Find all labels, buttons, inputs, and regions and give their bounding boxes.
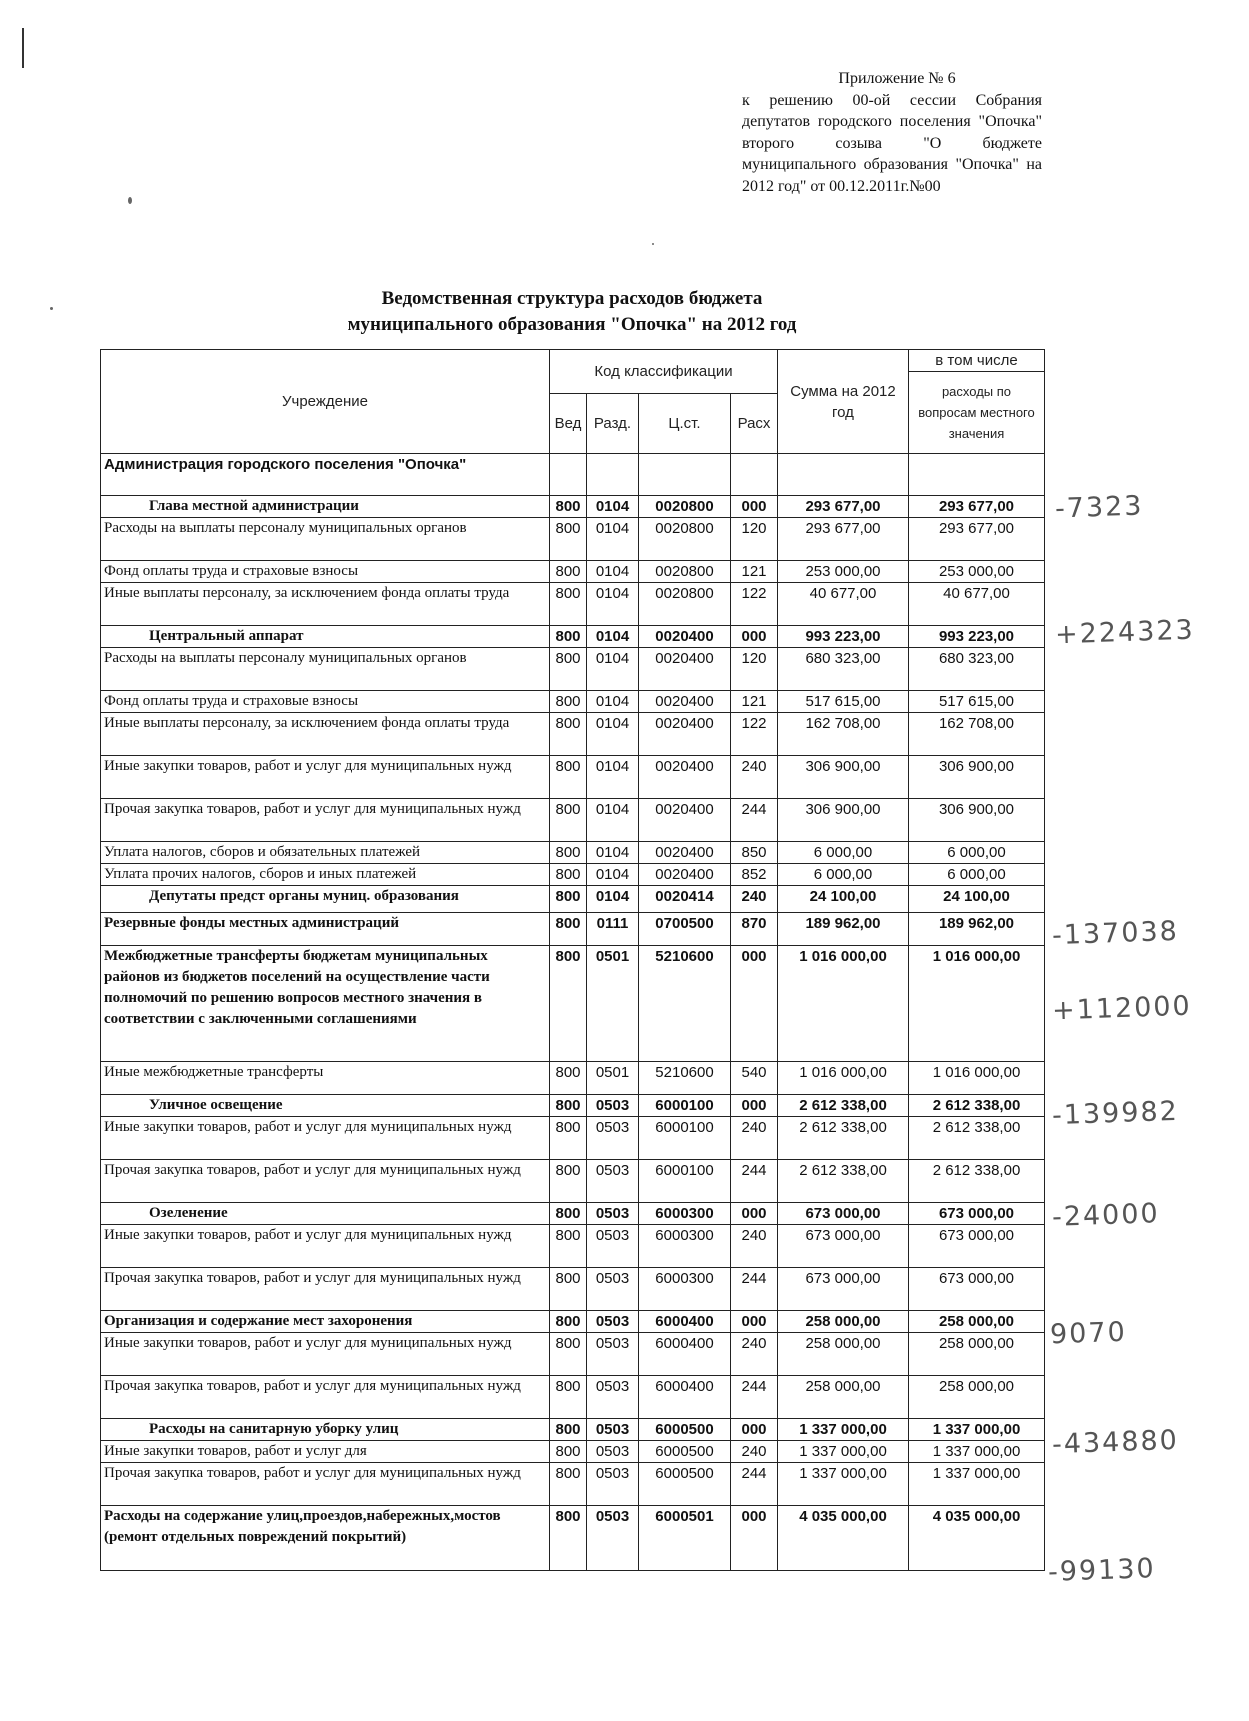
row-ved: 800 [550,583,587,626]
row-local-sum: 293 677,00 [909,496,1045,518]
document-title-line1: Ведомственная структура расходов бюджета [381,288,763,309]
row-razd: 0503 [587,1333,639,1376]
row-rash: 122 [731,583,778,626]
row-cst: 0020400 [639,626,731,648]
header-rash: Расх [731,394,778,454]
row-local-sum: 673 000,00 [909,1225,1045,1268]
row-sum: 2 612 338,00 [778,1095,909,1117]
table-row [101,1268,1045,1311]
table-row [101,1441,1045,1463]
table-row [101,842,1045,864]
row-sum: 1 337 000,00 [778,1441,909,1463]
row-rash: 121 [731,561,778,583]
table-row [101,626,1045,648]
row-cst: 0020414 [639,886,731,913]
row-razd: 0503 [587,1419,639,1441]
row-local-sum: 1 016 000,00 [909,1062,1045,1095]
row-sum: 306 900,00 [778,799,909,842]
row-cst: 0020800 [639,518,731,561]
row-cst: 0020400 [639,756,731,799]
table-row [101,1225,1045,1268]
row-rash: 000 [731,496,778,518]
header-cst: Ц.ст. [639,394,731,454]
row-rash: 000 [731,946,778,1062]
row-razd: 0503 [587,1095,639,1117]
row-name: Прочая закупка товаров, работ и услуг для муниципальных нужд [101,1160,550,1203]
row-cst: 5210600 [639,1062,731,1095]
row-name: Фонд оплаты труда и страховые взносы [101,691,550,713]
row-sum: 1 016 000,00 [778,1062,909,1095]
row-name: Организация и содержание мест захоронения [101,1311,550,1333]
row-rash: 240 [731,756,778,799]
row-rash: 240 [731,1117,778,1160]
row-name: Иные выплаты персоналу, за исключением фонда оплаты труда [101,583,550,626]
table-row [101,1062,1045,1095]
row-sum: 993 223,00 [778,626,909,648]
table-row [101,1419,1045,1441]
row-cst: 6000400 [639,1333,731,1376]
table-row [101,1117,1045,1160]
row-local-sum: 993 223,00 [909,626,1045,648]
row-name: Расходы на содержание улиц,проездов,набережных,мостов (ремонт отдельных повреждений покрытий) [101,1506,550,1571]
row-local-sum: 306 900,00 [909,756,1045,799]
row-razd: 0503 [587,1203,639,1225]
row-local-sum: 306 900,00 [909,799,1045,842]
row-sum: 680 323,00 [778,648,909,691]
row-local-sum: 253 000,00 [909,561,1045,583]
table-row [101,1160,1045,1203]
row-rash: 244 [731,1463,778,1506]
document-title-line2: муниципального образования "Опочка" на 2012 год [347,314,797,335]
handwritten-note: -139982 [1051,1095,1180,1132]
header-including: в том числе [909,350,1045,372]
row-ved: 800 [550,1333,587,1376]
row-local-sum: 1 337 000,00 [909,1419,1045,1441]
row-rash: 540 [731,1062,778,1095]
row-cst: 0020400 [639,691,731,713]
row-razd: 0503 [587,1225,639,1268]
row-razd: 0503 [587,1463,639,1506]
row-cst: 0020400 [639,799,731,842]
row-ved: 800 [550,1506,587,1571]
row-cst: 6000500 [639,1441,731,1463]
header-code-group: Код классификации [550,350,778,394]
row-sum: 2 612 338,00 [778,1160,909,1203]
row-razd: 0104 [587,691,639,713]
table-row [101,886,1045,913]
row-ved: 800 [550,1117,587,1160]
row-razd: 0104 [587,561,639,583]
row-cst: 6000300 [639,1225,731,1268]
row-name: Депутаты предст органы муниц. образования [101,886,550,913]
row-razd: 0104 [587,583,639,626]
row-local-sum: 24 100,00 [909,886,1045,913]
row-local-sum: 189 962,00 [909,913,1045,946]
row-razd: 0104 [587,518,639,561]
row-cst: 6000500 [639,1463,731,1506]
row-razd: 0503 [587,1268,639,1311]
row-local-sum: 1 016 000,00 [909,946,1045,1062]
table-row [101,1463,1045,1506]
row-local-sum: 4 035 000,00 [909,1506,1045,1571]
row-cst: 5210600 [639,946,731,1062]
table-row [101,1095,1045,1117]
row-rash: 000 [731,1506,778,1571]
row-ved: 800 [550,756,587,799]
row-ved: 800 [550,713,587,756]
table-row [101,913,1045,946]
row-ved: 800 [550,886,587,913]
row-local-sum: 258 000,00 [909,1376,1045,1419]
row-sum: 2 612 338,00 [778,1117,909,1160]
row-cst: 0020400 [639,648,731,691]
row-cst: 6000100 [639,1095,731,1117]
table-row [101,518,1045,561]
row-name: Прочая закупка товаров, работ и услуг для муниципальных нужд [101,1463,550,1506]
table-row [101,1311,1045,1333]
row-local-sum: 2 612 338,00 [909,1117,1045,1160]
row-cst: 0020400 [639,842,731,864]
row-rash: 122 [731,713,778,756]
row-rash: 240 [731,886,778,913]
row-ved: 800 [550,496,587,518]
row-ved: 800 [550,648,587,691]
row-ved: 800 [550,1441,587,1463]
row-cst: 6000300 [639,1268,731,1311]
row-razd: 0503 [587,1376,639,1419]
handwritten-note: -7323 [1054,490,1144,525]
row-cst: 6000500 [639,1419,731,1441]
scan-speck [50,307,53,310]
budget-table [100,349,1045,1571]
row-ved: 800 [550,1419,587,1441]
row-rash: 240 [731,1333,778,1376]
row-rash: 000 [731,1311,778,1333]
row-rash: 852 [731,864,778,886]
row-ved: 800 [550,1463,587,1506]
table-row [101,496,1045,518]
row-rash: 850 [731,842,778,864]
scan-speck [652,243,654,245]
header-ved: Вед [550,394,587,454]
row-name: Резервные фонды местных администраций [101,913,550,946]
row-rash: 240 [731,1225,778,1268]
row-ved: 800 [550,1095,587,1117]
row-sum: 40 677,00 [778,583,909,626]
table-row [101,946,1045,1062]
row-local-sum: 162 708,00 [909,713,1045,756]
row-cst: 0700500 [639,913,731,946]
row-local-sum: 258 000,00 [909,1333,1045,1376]
row-razd: 0503 [587,1506,639,1571]
scan-speck [128,197,132,204]
row-name: Расходы на выплаты персоналу муниципальных органов [101,518,550,561]
row-name: Прочая закупка товаров, работ и услуг для муниципальных нужд [101,1268,550,1311]
table-row [101,561,1045,583]
row-rash: 000 [731,1203,778,1225]
table-row [101,756,1045,799]
row-sum: 162 708,00 [778,713,909,756]
row-sum: 6 000,00 [778,864,909,886]
row-name: Иные закупки товаров, работ и услуг для муниципальных нужд [101,1333,550,1376]
row-razd: 0503 [587,1117,639,1160]
row-name: Прочая закупка товаров, работ и услуг для муниципальных нужд [101,799,550,842]
row-rash: 120 [731,648,778,691]
handwritten-note: -137038 [1051,915,1180,952]
table-row [101,1333,1045,1376]
row-local-sum: 1 337 000,00 [909,1441,1045,1463]
row-ved: 800 [550,691,587,713]
row-rash: 000 [731,1419,778,1441]
row-sum: 1 016 000,00 [778,946,909,1062]
row-razd: 0104 [587,864,639,886]
row-local-sum: 258 000,00 [909,1311,1045,1333]
row-cst: 0020400 [639,713,731,756]
row-local-sum: 40 677,00 [909,583,1045,626]
row-local-sum: 2 612 338,00 [909,1160,1045,1203]
header-sum: Сумма на 2012 год [778,350,909,454]
row-rash: 244 [731,1376,778,1419]
row-rash: 244 [731,1160,778,1203]
row-sum: 253 000,00 [778,561,909,583]
row-sum: 24 100,00 [778,886,909,913]
appendix-title: Приложение № 6 [838,70,956,87]
row-sum: 189 962,00 [778,913,909,946]
table-row [101,1203,1045,1225]
handwritten-note: -434880 [1051,1424,1180,1461]
row-ved: 800 [550,1225,587,1268]
row-razd: 0104 [587,799,639,842]
row-sum: 1 337 000,00 [778,1463,909,1506]
document-title [100,286,1044,338]
row-local-sum: 1 337 000,00 [909,1463,1045,1506]
table-row [101,1376,1045,1419]
row-name: Глава местной администрации [101,496,550,518]
row-sum: 673 000,00 [778,1203,909,1225]
table-row [101,691,1045,713]
row-cst: 6000400 [639,1311,731,1333]
appendix-body: к решению 00-ой сессии Собрания депутатов городского поселения "Опочка" второго созыва "О бюджете муниципального образования "Опочка" на 2012 год" от 00.12.2011г.№00 [742,91,1042,195]
row-name: Межбюджетные трансферты бюджетам муниципальных районов из бюджетов поселений на осуществление части полномочий по решению вопросов местного значения в соответствии с заключенными соглашениями [101,946,550,1062]
row-sum: 517 615,00 [778,691,909,713]
row-ved: 800 [550,518,587,561]
row-razd: 0503 [587,1441,639,1463]
row-rash: 244 [731,1268,778,1311]
row-name: Иные закупки товаров, работ и услуг для муниципальных нужд [101,1225,550,1268]
row-razd: 0104 [587,756,639,799]
row-ved: 800 [550,1062,587,1095]
header-razd: Разд. [587,394,639,454]
row-rash: 120 [731,518,778,561]
row-ved: 800 [550,913,587,946]
row-cst: 0020400 [639,864,731,886]
row-local-sum: 293 677,00 [909,518,1045,561]
handwritten-note: +112000 [1051,990,1193,1027]
row-sum: 673 000,00 [778,1225,909,1268]
row-name: Уличное освещение [101,1095,550,1117]
row-cst: 6000100 [639,1160,731,1203]
row-sum: 4 035 000,00 [778,1506,909,1571]
row-sum: 1 337 000,00 [778,1419,909,1441]
row-ved: 800 [550,946,587,1062]
row-ved: 800 [550,799,587,842]
row-sum: 293 677,00 [778,496,909,518]
row-name: Фонд оплаты труда и страховые взносы [101,561,550,583]
row-razd: 0501 [587,946,639,1062]
row-razd: 0104 [587,713,639,756]
row-name: Прочая закупка товаров, работ и услуг для муниципальных нужд [101,1376,550,1419]
header-local-issues: расходы по вопросам местного значения [909,372,1045,454]
row-cst: 0020800 [639,561,731,583]
row-local-sum: 2 612 338,00 [909,1095,1045,1117]
row-rash: 240 [731,1441,778,1463]
agency-title: Администрация городского поселения "Опочка" [101,454,550,496]
row-cst: 0020800 [639,496,731,518]
table-row [101,1506,1045,1571]
row-sum: 258 000,00 [778,1376,909,1419]
row-sum: 673 000,00 [778,1268,909,1311]
row-cst: 6000501 [639,1506,731,1571]
row-cst: 6000300 [639,1203,731,1225]
row-rash: 000 [731,626,778,648]
row-rash: 000 [731,1095,778,1117]
row-razd: 0104 [587,648,639,691]
row-razd: 0501 [587,1062,639,1095]
row-name: Уплата налогов, сборов и обязательных платежей [101,842,550,864]
margin-line [22,28,24,68]
row-razd: 0503 [587,1160,639,1203]
handwritten-note: -24000 [1051,1198,1161,1233]
row-name: Иные закупки товаров, работ и услуг для муниципальных нужд [101,756,550,799]
row-rash: 244 [731,799,778,842]
handwritten-note: 9070 [1049,1316,1128,1351]
row-name: Иные закупки товаров, работ и услуг для муниципальных нужд [101,1117,550,1160]
handwritten-note: -99130 [1047,1553,1157,1588]
row-name: Уплата прочих налогов, сборов и иных платежей [101,864,550,886]
appendix-note [742,68,1042,197]
table-row [101,864,1045,886]
row-cst: 0020800 [639,583,731,626]
row-rash: 121 [731,691,778,713]
row-name: Расходы на санитарную уборку улиц [101,1419,550,1441]
row-name: Озеленение [101,1203,550,1225]
row-sum: 258 000,00 [778,1333,909,1376]
header-institution: Учреждение [101,350,550,454]
row-sum: 6 000,00 [778,842,909,864]
row-ved: 800 [550,561,587,583]
row-ved: 800 [550,864,587,886]
row-name: Иные закупки товаров, работ и услуг для [101,1441,550,1463]
table-row [101,799,1045,842]
row-ved: 800 [550,842,587,864]
table-row [101,583,1045,626]
row-ved: 800 [550,1376,587,1419]
table-row [101,713,1045,756]
row-ved: 800 [550,1160,587,1203]
row-razd: 0104 [587,886,639,913]
row-cst: 6000100 [639,1117,731,1160]
row-local-sum: 680 323,00 [909,648,1045,691]
row-cst: 6000400 [639,1376,731,1419]
row-razd: 0111 [587,913,639,946]
row-ved: 800 [550,626,587,648]
table-row [101,648,1045,691]
row-name: Расходы на выплаты персоналу муниципальных органов [101,648,550,691]
row-ved: 800 [550,1311,587,1333]
row-sum: 306 900,00 [778,756,909,799]
row-name: Иные межбюджетные трансферты [101,1062,550,1095]
row-name: Центральный аппарат [101,626,550,648]
row-razd: 0104 [587,496,639,518]
row-razd: 0104 [587,842,639,864]
row-ved: 800 [550,1203,587,1225]
row-local-sum: 6 000,00 [909,864,1045,886]
row-razd: 0104 [587,626,639,648]
row-sum: 258 000,00 [778,1311,909,1333]
row-local-sum: 6 000,00 [909,842,1045,864]
row-rash: 870 [731,913,778,946]
row-name: Иные выплаты персоналу, за исключением фонда оплаты труда [101,713,550,756]
row-local-sum: 673 000,00 [909,1268,1045,1311]
row-razd: 0503 [587,1311,639,1333]
row-ved: 800 [550,1268,587,1311]
row-local-sum: 673 000,00 [909,1203,1045,1225]
handwritten-note: +224323 [1054,614,1196,651]
row-sum: 293 677,00 [778,518,909,561]
row-local-sum: 517 615,00 [909,691,1045,713]
